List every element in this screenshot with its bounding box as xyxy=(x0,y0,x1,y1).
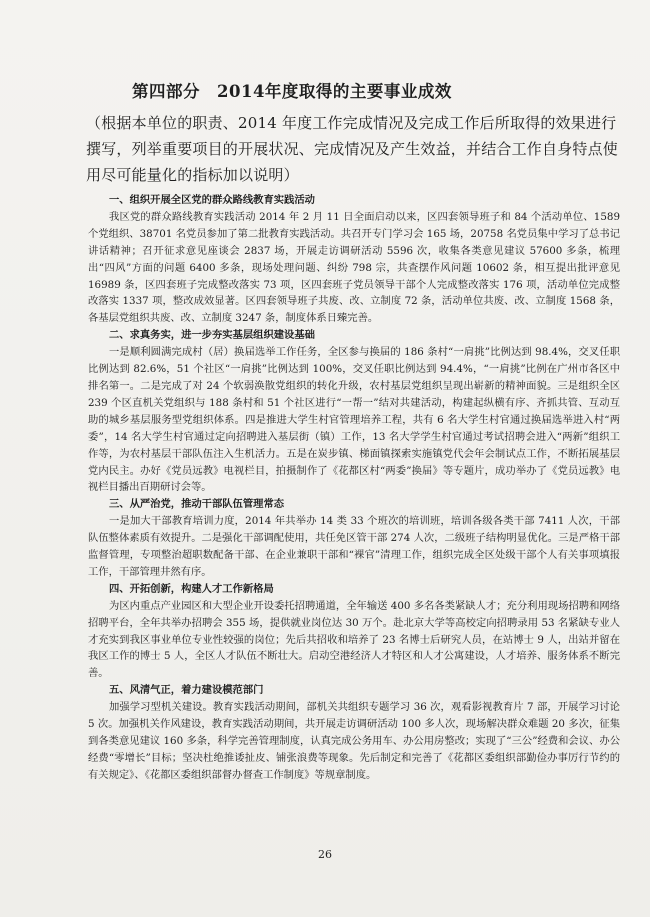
intro-instructions: （根据本单位的职责、2014 年度工作完成情况及完成工作后所取得的效果进行撰写，列举重要项目的开展状况、完成情况及产生效益，并结合工作自身特点使用尽可能量化的指标加以说明） xyxy=(86,114,619,184)
paragraph-1: 我区党的群众路线教育实践活动 2014 年 2 月 11 日全面启动以来，区四套领导班子和 84 个活动单位、1589 个党组织、38701 名党员参加了第二批教育实践活动。共召开专门学习会 165 场，20758 名党员集中学习了总书记讲话精神；召开征求意见座谈会 2837 场，开展走访调研活动 5596 次，收集各类意见建议 57600 多条，梳理出“四风”方面的问题 6400 多条，现场处理问题、纠纷 798 宗，共查摆作风问题 10602 条，相互提出批评意见 16989 条，区四套班子完成整改落实 73 项，区四套班子党员领导干部个人完成整改落实 176 项，活动单位完成整改落实 1337 项，整改成效显著。区四套领导班子共废、改、立制度 72 条，活动单位共废、改、立制度 1568 条，各基层党组织共废、改、立制度 3247 条，制度体系日臻完善。 xyxy=(88,210,620,325)
heading-4: 四、开拓创新，构建人才工作新格局 xyxy=(109,582,274,595)
document-body xyxy=(88,192,620,784)
heading-1: 一、组织开展全区党的群众路线教育实践活动 xyxy=(109,194,315,206)
heading-5: 五、风清气正，着力建设模范部门 xyxy=(109,684,264,697)
paragraph-5: 加强学习型机关建设。教育实践活动期间，部机关共组织专题学习 36 次，观看影视教育片 7 部，开展学习讨论 5 次。加强机关作风建设，教育实践活动期间，共开展走访调研活动 100 多人次，现场解决群众难题 20 多次，征集到各类意见建议 160 多条，科学完善管理制度，认真完成公务用车、办公用房整改；实现了“三公”经费和会议、办公经费“零增长”目标；坚决杜绝推诿扯皮、铺张浪费等现象。先后制定和完善了《花都区委组织部勤俭办事厉行节约的有关规定》、《花都区委组织部督办督查工作制度》等规章制度。 xyxy=(88,701,620,781)
paragraph-3: 一是加大干部教育培训力度，2014 年共举办 14 类 33 个班次的培训班，培训各级各类干部 7411 人次，干部队伍整体素质有效提升。二是强化干部调配使用，共任免区管干部 274 人次，二级班子结构明显优化。三是严格干部监督管理，专项整治超职数配备干部、在企业兼职干部和“裸官”清理工作，组织完成全区处级干部个人有关事项填报工作，干部管理井然有序。 xyxy=(88,515,620,578)
paragraph-4: 为区内重点产业园区和大型企业开设委托招聘通道，全年输送 400 多名各类紧缺人才；充分利用现场招聘和网络招聘平台，全年共举办招聘会 355 场，提供就业岗位达 30 万个。赴北京大学等高校定向招聘录用 53 名紧缺专业人才充实到我区事业单位专业性较强的岗位；先后共招收和培养了 23 名博士后研究人员，在站博士 9 人，出站并留在我区工作的博士 5 人，全区人才队伍不断壮大。启动空港经济人才特区和人才公寓建设，人才培养、服务体系不断完善。 xyxy=(88,599,620,680)
paragraph-2: 一是顺利圆满完成村（居）换届选举工作任务，全区参与换届的 186 条村“一肩挑”比例达到 98.4%，交叉任职比例达到 82.6%，51 个社区“一肩挑”比例达到 100%，交叉任职比例达到 94.4%，“一肩挑”比例在广州市各区中排名第一。二是完成了对 24 个软弱涣散党组织的转化升级，农村基层党组织呈现出崭新的精神面貌。三是组织全区 239 个区直机关党组织与 188 条村和 51 个社区进行“一帮一”结对共建活动，构建起纵横有序、齐抓共管、互动互助的城乡基层服务型党组织体系。四是推进大学生村官管理培养工程，共有 6 名大学生村官通过换届选举进入村“两委”，14 名大学生村官通过定向招聘进入基层街（镇）工作，13 名大学学生村官通过考试招聘会进入“两新”组织工作等，为农村基层干部队伍注入生机活力。五是在炭步镇、梯面镇探索实施镇党代会年会制试点工作，不断拓展基层党内民主。办好《党员远教》电视栏目，拍摄制作了《花都区村“两委”换届》等专题片，成功举办了《党员远教》电视栏目播出百期研讨会等。 xyxy=(88,346,620,494)
heading-3: 三、从严治党，推动干部队伍管理常态 xyxy=(109,498,285,511)
page-number: 26 xyxy=(318,848,332,861)
heading-2: 二、求真务实，进一步夯实基层组织建设基础 xyxy=(109,329,315,342)
section-title: 第四部分 2014年度取得的主要事业成效 xyxy=(132,82,452,101)
